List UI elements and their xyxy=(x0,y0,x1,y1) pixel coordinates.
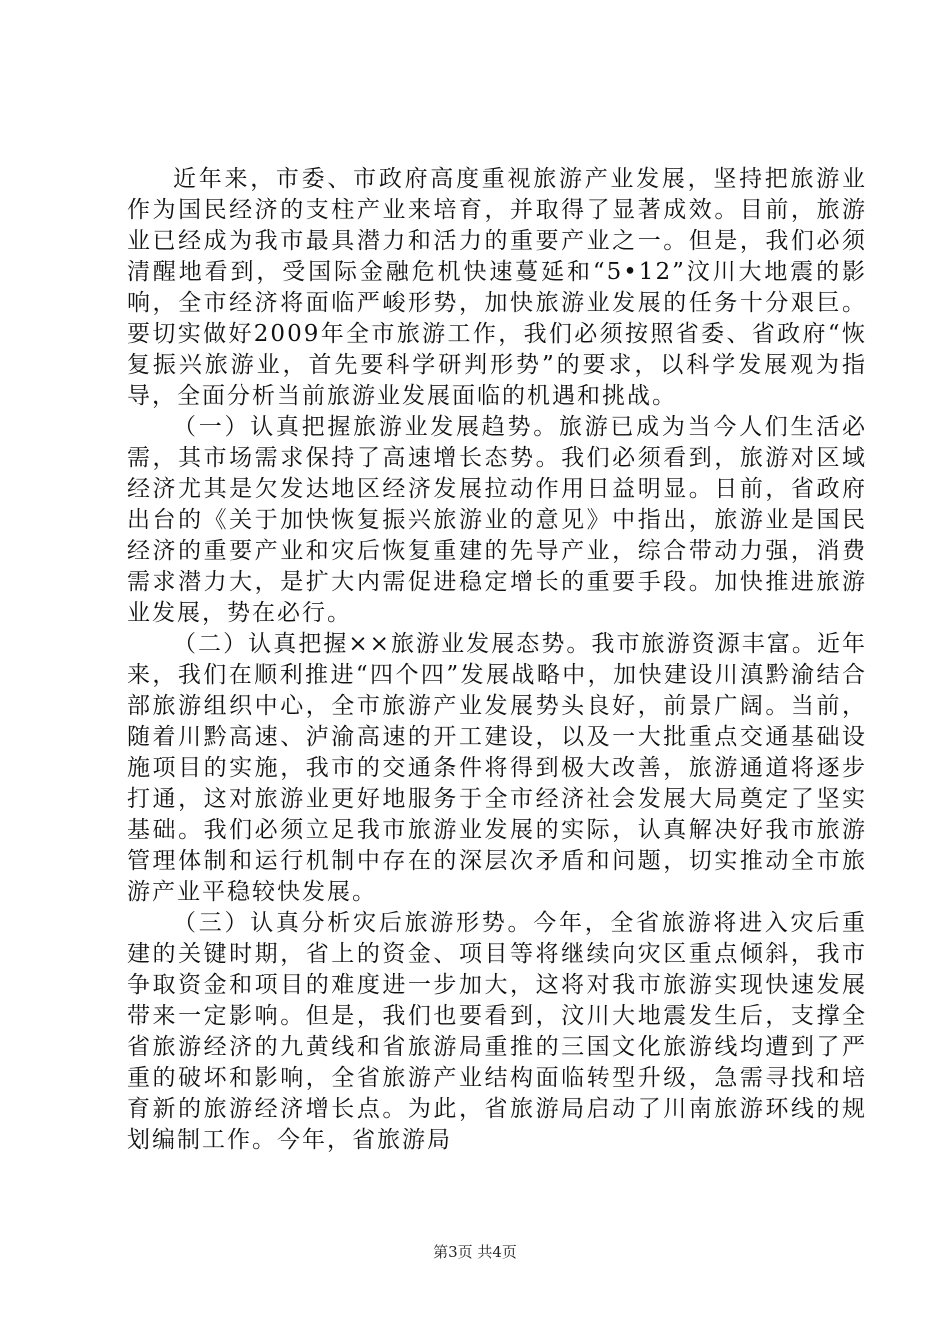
document-body xyxy=(127,164,867,1156)
paragraph-section-3: （三）认真分析灾后旅游形势。今年，全省旅游将进入灾后重建的关键时期，省上的资金、项目等将继续向灾区重点倾斜，我市争取资金和项目的难度进一步加大，这将对我市旅游实现快速发展带来一定影响。但是，我们也要看到，汶川大地震发生后，支撑全省旅游经济的九黄线和省旅游局重推的三国文化旅游线均遭到了严重的破坏和影响，全省旅游产业结构面临转型升级，急需寻找和培育新的旅游经济增长点。为此，省旅游局启动了川南旅游环线的规划编制工作。今年，省旅游局 xyxy=(127,910,867,1153)
paragraph-section-1: （一）认真把握旅游业发展趋势。旅游已成为当今人们生活必需，其市场需求保持了高速增长态势。我们必须看到，旅游对区域经济尤其是欠发达地区经济发展拉动作用日益明显。日前，省政府出台的《关于加快恢复振兴旅游业的意见》中指出，旅游业是国民经济的重要产业和灾后恢复重建的先导产业，综合带动力强，消费需求潜力大，是扩大内需促进稳定增长的重要手段。加快推进旅游业发展，势在必行。 xyxy=(127,414,867,626)
paragraph-intro: 近年来，市委、市政府高度重视旅游产业发展，坚持把旅游业作为国民经济的支柱产业来培育，并取得了显著成效。目前，旅游业已经成为我市最具潜力和活力的重要产业之一。但是，我们必须清醒地看到，受国际金融危机快速蔓延和“5•12”汶川大地震的影响，全市经济将面临严峻形势，加快旅游业发展的任务十分艰巨。要切实做好2009年全市旅游工作，我们必须按照省委、省政府“恢复振兴旅游业，首先要科学研判形势”的要求，以科学发展观为指导，全面分析当前旅游业发展面临的机遇和挑战。 xyxy=(127,166,867,409)
page-footer: 第3页 共4页 xyxy=(433,1243,517,1261)
paragraph-section-2: （二）认真把握××旅游业发展态势。我市旅游资源丰富。近年来，我们在顺利推进“四个四”发展战略中，加快建设川滇黔渝结合部旅游组织中心，全市旅游产业发展势头良好，前景广阔。当前，随着川黔高速、泸渝高速的开工建设，以及一大批重点交通基础设施项目的实施，我市的交通条件将得到极大改善，旅游通道将逐步打通，这对旅游业更好地服务于全市经济社会发展大局奠定了坚实基础。我们必须立足我市旅游业发展的实际，认真解决好我市旅游管理体制和运行机制中存在的深层次矛盾和问题，切实推动全市旅游产业平稳较快发展。 xyxy=(127,631,867,905)
